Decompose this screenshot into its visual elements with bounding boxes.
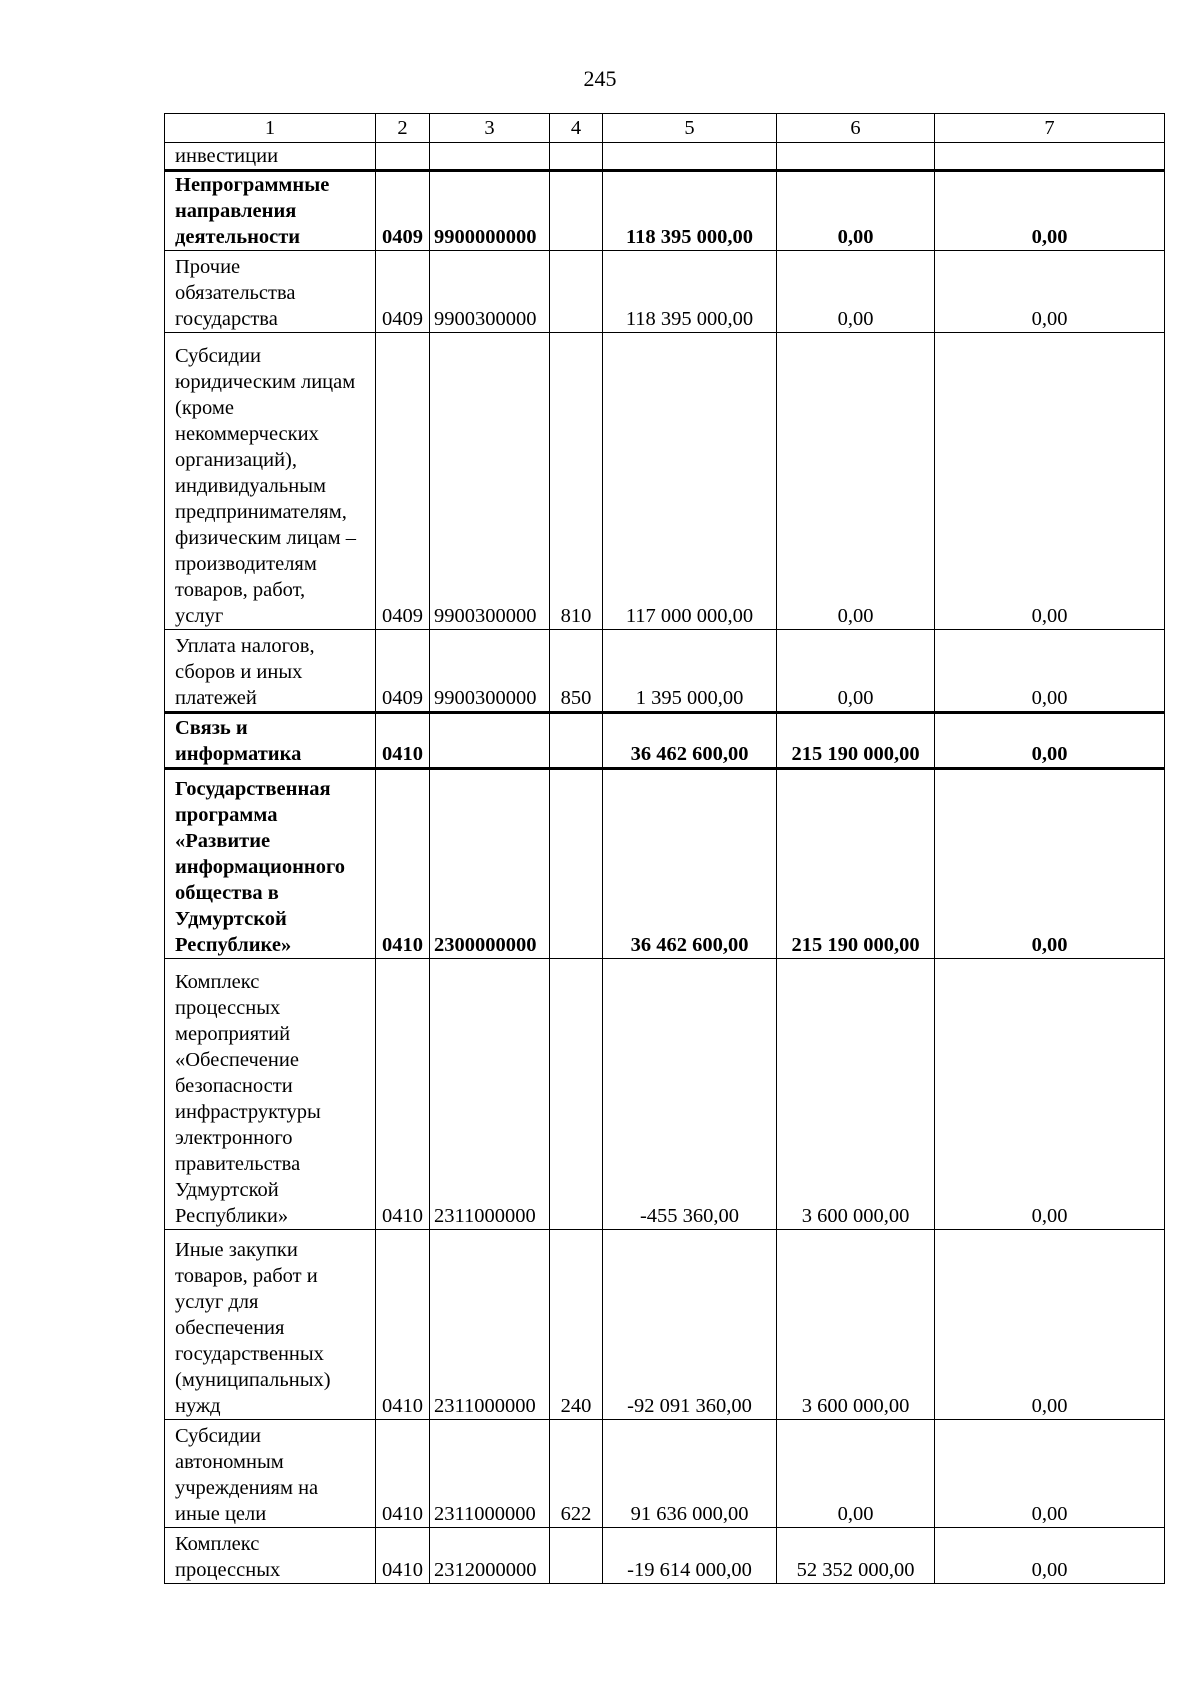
amount-cell: 3 600 000,00 — [777, 1230, 935, 1420]
column-header: 2 — [376, 114, 430, 143]
amount-cell: 0,00 — [935, 959, 1165, 1230]
amount-cell: 215 190 000,00 — [777, 769, 935, 959]
table-row — [165, 251, 1165, 333]
amount-cell: 215 190 000,00 — [777, 713, 935, 769]
amount-cell: 0,00 — [777, 630, 935, 713]
row-name-cell: Связь и информатика — [165, 713, 376, 769]
column-header: 7 — [935, 114, 1165, 143]
expense-type-cell — [550, 713, 603, 769]
section-code-cell: 0409 — [376, 333, 430, 630]
table-row — [165, 143, 1165, 171]
amount-cell — [777, 143, 935, 171]
table-row — [165, 959, 1165, 1230]
row-name-cell: Прочие обязательства государства — [165, 251, 376, 333]
expense-type-cell — [550, 251, 603, 333]
amount-cell: 91 636 000,00 — [603, 1420, 777, 1528]
target-article-cell: 9900300000 — [430, 630, 550, 713]
amount-cell: 0,00 — [777, 1420, 935, 1528]
amount-cell: 0,00 — [935, 251, 1165, 333]
table-row — [165, 713, 1165, 769]
row-name-cell: Комплекс процессных мероприятий «Обеспечение безопасности инфраструктуры электронного правительства Удмуртской Республики» — [165, 959, 376, 1230]
section-code-cell: 0409 — [376, 171, 430, 251]
section-code-cell: 0409 — [376, 251, 430, 333]
row-name-cell: Комплекс процессных — [165, 1528, 376, 1584]
target-article-cell: 2311000000 — [430, 1230, 550, 1420]
amount-cell: 36 462 600,00 — [603, 769, 777, 959]
amount-cell: 3 600 000,00 — [777, 959, 935, 1230]
target-article-cell: 9900300000 — [430, 333, 550, 630]
amount-cell: 36 462 600,00 — [603, 713, 777, 769]
expense-type-cell — [550, 143, 603, 171]
target-article-cell: 2311000000 — [430, 959, 550, 1230]
expense-type-cell: 850 — [550, 630, 603, 713]
section-code-cell: 0410 — [376, 713, 430, 769]
target-article-cell: 2300000000 — [430, 769, 550, 959]
table-row — [165, 769, 1165, 959]
column-header: 4 — [550, 114, 603, 143]
amount-cell: 0,00 — [935, 333, 1165, 630]
amount-cell: 0,00 — [935, 1230, 1165, 1420]
amount-cell: 117 000 000,00 — [603, 333, 777, 630]
expense-type-cell — [550, 171, 603, 251]
amount-cell: 52 352 000,00 — [777, 1528, 935, 1584]
amount-cell: 0,00 — [777, 333, 935, 630]
row-name-cell: Субсидии автономным учреждениям на иные цели — [165, 1420, 376, 1528]
amount-cell: 0,00 — [935, 630, 1165, 713]
column-header: 1 — [165, 114, 376, 143]
expense-type-cell — [550, 959, 603, 1230]
amount-cell: -19 614 000,00 — [603, 1528, 777, 1584]
section-code-cell — [376, 143, 430, 171]
target-article-cell: 9900000000 — [430, 171, 550, 251]
row-name-cell: Государственная программа «Развитие информационного общества в Удмуртской Республике» — [165, 769, 376, 959]
amount-cell: 0,00 — [935, 713, 1165, 769]
section-code-cell: 0410 — [376, 959, 430, 1230]
amount-cell — [603, 143, 777, 171]
table-row — [165, 1528, 1165, 1584]
column-header: 3 — [430, 114, 550, 143]
column-header: 6 — [777, 114, 935, 143]
section-code-cell: 0410 — [376, 1230, 430, 1420]
section-code-cell: 0409 — [376, 630, 430, 713]
target-article-cell: 2312000000 — [430, 1528, 550, 1584]
row-name-cell: Субсидии юридическим лицам (кроме некоммерческих организаций), индивидуальным предпринимателям, физическим лицам – производителям товаров, работ, услуг — [165, 333, 376, 630]
target-article-cell: 2311000000 — [430, 1420, 550, 1528]
target-article-cell: 9900300000 — [430, 251, 550, 333]
amount-cell: -455 360,00 — [603, 959, 777, 1230]
expense-type-cell: 810 — [550, 333, 603, 630]
table-header-row — [165, 114, 1165, 143]
page-number: 245 — [583, 66, 617, 91]
target-article-cell — [430, 713, 550, 769]
row-name-cell: Уплата налогов, сборов и иных платежей — [165, 630, 376, 713]
row-name-cell: Иные закупки товаров, работ и услуг для обеспечения государственных (муниципальных) нужд — [165, 1230, 376, 1420]
expense-type-cell — [550, 1528, 603, 1584]
amount-cell: 1 395 000,00 — [603, 630, 777, 713]
expense-type-cell — [550, 769, 603, 959]
row-name-cell: Непрограммные направления деятельности — [165, 171, 376, 251]
expense-type-cell: 622 — [550, 1420, 603, 1528]
amount-cell: 0,00 — [935, 1420, 1165, 1528]
amount-cell: 118 395 000,00 — [603, 251, 777, 333]
amount-cell: -92 091 360,00 — [603, 1230, 777, 1420]
amount-cell: 0,00 — [935, 171, 1165, 251]
section-code-cell: 0410 — [376, 769, 430, 959]
section-code-cell: 0410 — [376, 1420, 430, 1528]
table-row — [165, 171, 1165, 251]
budget-table — [164, 113, 1165, 1584]
table-row — [165, 333, 1165, 630]
amount-cell: 0,00 — [777, 251, 935, 333]
section-code-cell: 0410 — [376, 1528, 430, 1584]
amount-cell: 118 395 000,00 — [603, 171, 777, 251]
expense-type-cell: 240 — [550, 1230, 603, 1420]
table-row — [165, 1230, 1165, 1420]
amount-cell — [935, 143, 1165, 171]
table-row — [165, 630, 1165, 713]
column-header: 5 — [603, 114, 777, 143]
amount-cell: 0,00 — [935, 769, 1165, 959]
amount-cell: 0,00 — [777, 171, 935, 251]
table-row — [165, 1420, 1165, 1528]
row-name-cell: инвестиции — [165, 143, 376, 171]
target-article-cell — [430, 143, 550, 171]
amount-cell: 0,00 — [935, 1528, 1165, 1584]
